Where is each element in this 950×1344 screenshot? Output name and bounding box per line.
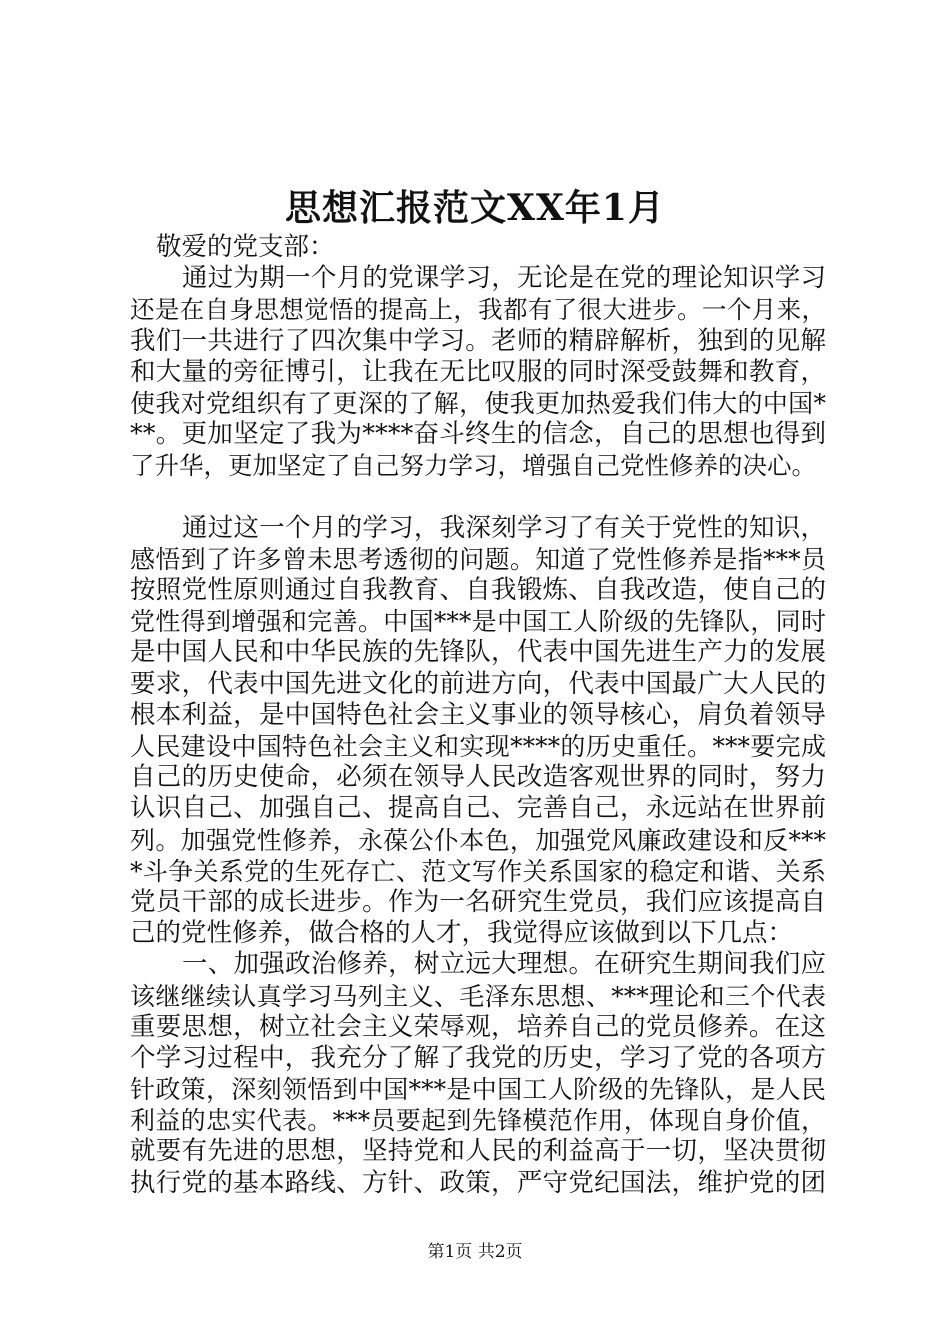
body-line: 是中国人民和中华民族的先锋队，代表中国先进生产力的发展	[130, 637, 826, 668]
body-line: 敬爱的党支部：	[156, 232, 335, 262]
body-line: 按照党性原则通过自我教育、自我锻炼、自我改造，使自己的	[130, 575, 826, 606]
body-line: 列。加强党性修养，永葆公仆本色，加强党风廉政建设和反***	[130, 825, 826, 855]
body-line: 我们一共进行了四次集中学习。老师的精辟解析，独到的见解	[130, 325, 826, 356]
body-line: 人民建设中国特色社会主义和实现****的历史重任。***要完成	[130, 732, 826, 761]
body-line: 还是在自身思想觉悟的提高上，我都有了很大进步。一个月来，	[130, 295, 826, 325]
body-line: 通过为期一个月的党课学习，无论是在党的理论知识学习	[182, 263, 826, 294]
body-line: 就要有先进的思想，坚持党和人民的利益高于一切，坚决贯彻	[130, 1136, 826, 1167]
body-line: 使我对党组织有了更深的了解，使我更加热爱我们伟大的中国*	[130, 388, 826, 418]
body-line: 个学习过程中，我充分了解了我党的历史，学习了党的各项方	[130, 1042, 826, 1073]
body-line: 通过这一个月的学习，我深刻学习了有关于党性的知识，	[182, 512, 826, 543]
body-line: *斗争关系党的生死存亡、范文写作关系国家的稳定和谐、关系	[130, 856, 826, 886]
body-line: 自己的历史使命，必须在领导人民改造客观世界的同时，努力	[130, 762, 826, 793]
blank-line	[130, 482, 826, 513]
body-line: 和大量的旁征博引，让我在无比叹服的同时深受鼓舞和教育，	[130, 356, 826, 387]
body-line: 该继继续认真学习马列主义、毛泽东思想、***理论和三个代表	[130, 981, 826, 1011]
body-line: 党性得到增强和完善。中国***是中国工人阶级的先锋队，同时	[130, 607, 826, 637]
body-line: 重要思想，树立社会主义荣辱观，培养自己的党员修养。在这	[130, 1011, 826, 1042]
body-line: 己的党性修养，做合格的人才，我觉得应该做到以下几点：	[130, 918, 794, 949]
body-line: 根本利益，是中国特色社会主义事业的领导核心，肩负着领导	[130, 699, 826, 730]
body-line: 要求，代表中国先进文化的前进方向，代表中国最广大人民的	[130, 668, 826, 699]
body-line: 党员干部的成长进步。作为一名研究生党员，我们应该提高自	[130, 886, 826, 917]
body-line: 执行党的基本路线、方针、政策，严守党纪国法，维护党的团	[130, 1167, 826, 1198]
page-footer: 第1页 共2页	[427, 1242, 523, 1262]
document-body	[130, 232, 826, 1199]
body-line: 认识自己、加强自己、提高自己、完善自己，永远站在世界前	[130, 793, 826, 824]
body-line: 一、加强政治修养，树立远大理想。在研究生期间我们应	[182, 949, 826, 980]
body-line: 针政策，深刻领悟到中国***是中国工人阶级的先锋队，是人民	[130, 1075, 826, 1105]
body-line: 利益的忠实代表。***员要起到先锋模范作用，体现自身价值，	[130, 1106, 826, 1136]
body-line: **。更加坚定了我为****奋斗终生的信念，自己的思想也得到	[130, 419, 826, 450]
body-line: 了升华，更加坚定了自己努力学习，增强自己党性修养的决心。	[130, 451, 816, 481]
body-line: 感悟到了许多曾未思考透彻的问题。知道了党性修养是指***员	[130, 544, 826, 574]
document-title: 思想汇报范文XX年1月	[285, 187, 665, 229]
